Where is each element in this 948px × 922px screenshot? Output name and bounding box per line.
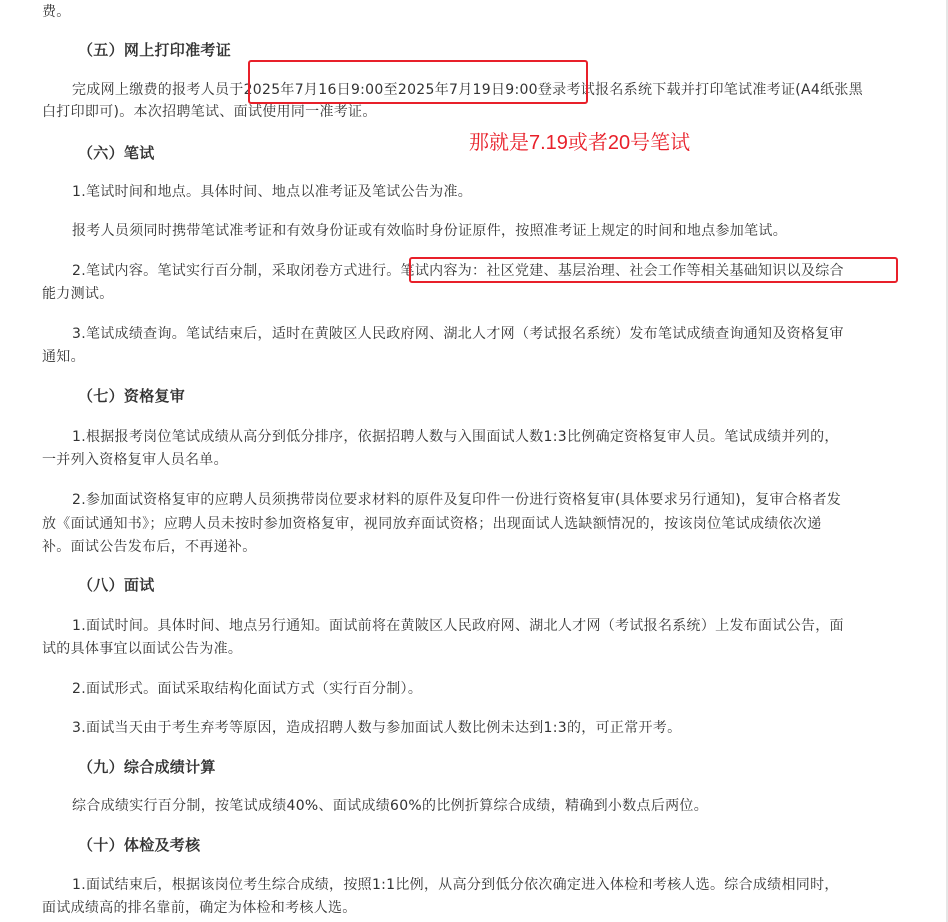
paragraph-line: 一并列入资格复审人员名单。: [42, 452, 228, 468]
paragraph-line: 1.根据报考岗位笔试成绩从高分到低分排序，依据招聘人数与入围面试人数1:3比例确定资格复审人员。笔试成绩并列的，: [72, 429, 839, 445]
highlight-box-admission-ticket-dates: [248, 60, 588, 104]
paragraph-line: 3.面试当天由于考生弃考等原因，造成招聘人数与参加面试人数比例未达到1:3的，可正常开考。: [72, 720, 682, 736]
paragraph-line: 2.参加面试资格复审的应聘人员须携带岗位要求材料的原件及复印件一份进行资格复审(具体要求另行通知)，复审合格者发: [72, 492, 842, 508]
paragraph-line: 白打印即可)。本次招聘笔试、面试使用同一准考证。: [42, 104, 377, 120]
paragraph-line: 1.面试时间。具体时间、地点另行通知。面试前将在黄陂区人民政府网、湖北人才网（考试报名系统）上发布面试公告，面: [72, 618, 844, 634]
paragraph-line: 报考人员须同时携带笔试准考证和有效身份证或有效临时身份证原件，按照准考证上规定的时间和地点参加笔试。: [72, 223, 787, 239]
paragraph-fragment: 费。: [42, 4, 71, 20]
paragraph-line: 试的具体事宜以面试公告为准。: [42, 641, 243, 657]
paragraph-line: 面试成绩高的排名靠前，确定为体检和考核人选。: [42, 900, 357, 916]
section-heading: （七）资格复审: [78, 387, 186, 405]
paragraph-line: 通知。: [42, 349, 85, 365]
paragraph-line: 补。面试公告发布后，不再递补。: [42, 539, 257, 555]
section-heading: （五）网上打印准考证: [78, 41, 232, 59]
section-heading: （十）体检及考核: [78, 836, 201, 854]
paragraph-line: 能力测试。: [42, 286, 114, 302]
paragraph-line: 3.笔试成绩查询。笔试结束后，适时在黄陂区人民政府网、湖北人才网（考试报名系统）发布笔试成绩查询通知及资格复审: [72, 326, 844, 342]
annotation-note: 那就是7.19或者20号笔试: [469, 132, 691, 154]
paragraph-line: 1.面试结束后，根据该岗位考生综合成绩，按照1:1比例，从高分到低分依次确定进入体检和考核人选。综合成绩相同时，: [72, 877, 839, 893]
section-heading: （九）综合成绩计算: [78, 758, 216, 776]
paragraph-line: 完成网上缴费的报考人员于2025年7月16日9:00至2025年7月19日9:00登录考试报名系统下载并打印笔试准考证(A4纸张黑: [72, 82, 864, 98]
paragraph-line: 综合成绩实行百分制，按笔试成绩40%、面试成绩60%的比例折算综合成绩，精确到小数点后两位。: [72, 798, 709, 814]
paragraph-line: 放《面试通知书》；应聘人员未按时参加资格复审，视同放弃面试资格；出现面试人选缺额情况的，按该岗位笔试成绩依次递: [42, 516, 822, 532]
paragraph-line: 2.面试形式。面试采取结构化面试方式（实行百分制）。: [72, 681, 423, 697]
section-heading: （六）笔试: [78, 144, 155, 162]
paragraph-line: 2.笔试内容。笔试实行百分制，采取闭卷方式进行。笔试内容为：社区党建、基层治理、社会工作等相关基础知识以及综合: [72, 263, 844, 279]
paragraph-line: 1.笔试时间和地点。具体时间、地点以准考证及笔试公告为准。: [72, 184, 473, 200]
highlight-box-exam-content: [409, 257, 898, 283]
section-heading: （八）面试: [78, 576, 155, 594]
